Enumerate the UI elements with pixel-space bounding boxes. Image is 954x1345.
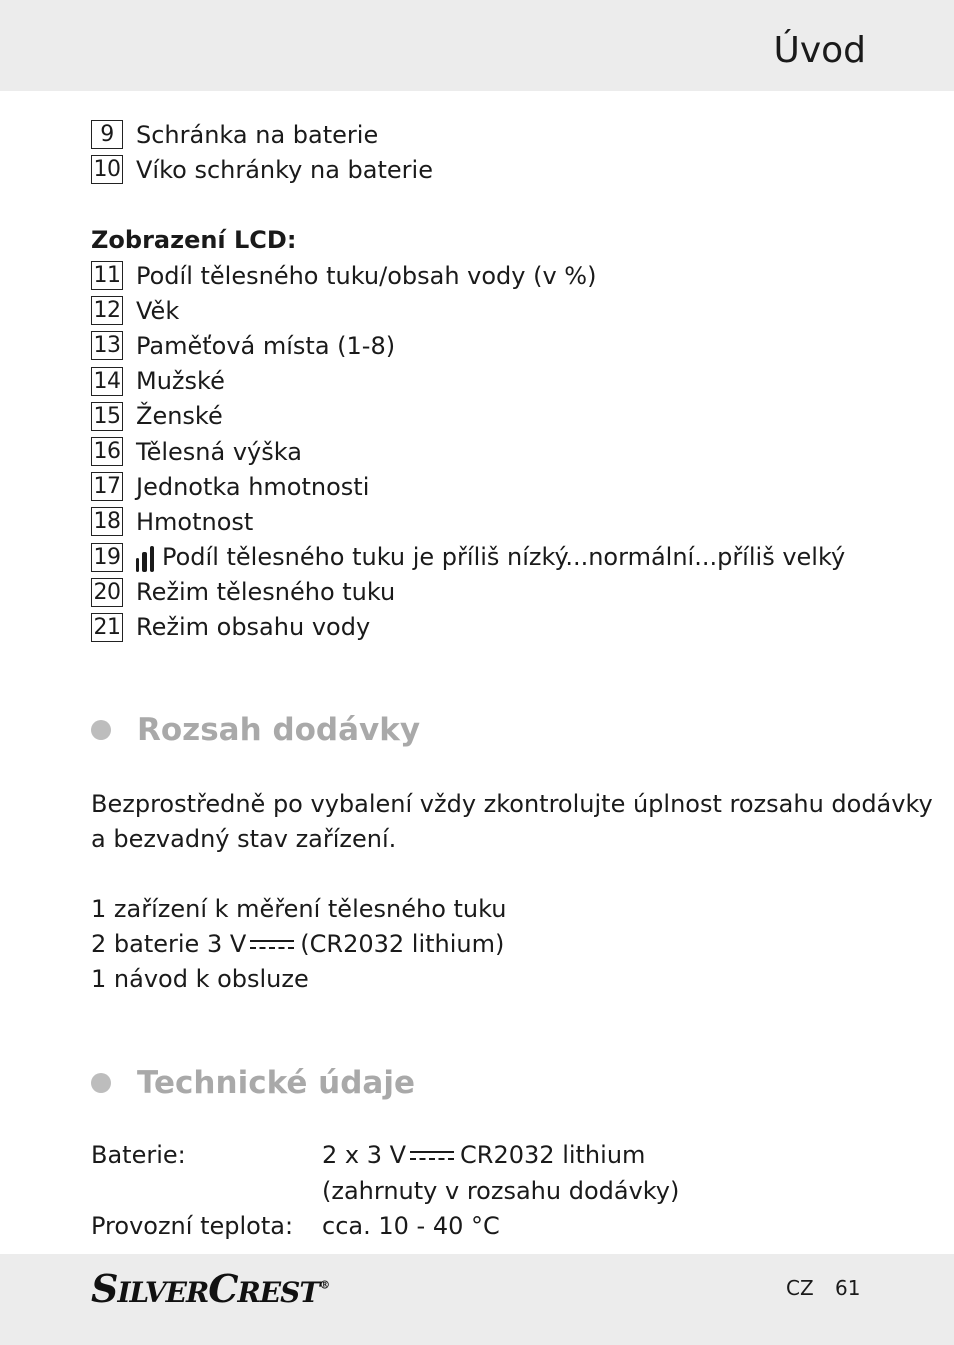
item-label: Režim tělesného tuku [136,578,396,607]
delivery-paragraph-line2: a bezvadný stav zařízení. [91,825,397,853]
delivery-heading [91,712,420,748]
page-number: 61 [835,1276,861,1300]
page-title: Úvod [773,30,866,71]
brand-logo: SILVERCREST® [91,1266,330,1311]
dc-symbol-icon [250,938,294,952]
temperature-value: cca. 10 - 40 °C [322,1212,500,1240]
list-item [91,364,845,399]
item-number-box: 20 [91,578,123,607]
delivery-item-2-suffix: (CR2032 lithium) [300,930,505,958]
delivery-heading-text: Rozsah dodávky [137,712,421,748]
item-number-box: 11 [91,261,123,290]
list-item [91,117,433,152]
item-label: Věk [136,296,180,325]
delivery-item-2-prefix: 2 baterie 3 V [91,930,247,958]
item-number-box: 14 [91,367,123,396]
item-number-box: 12 [91,296,123,325]
delivery-item-3: 1 návod k obsluze [91,965,309,993]
lcd-list [91,258,845,645]
item-label: Paměťová místa (1-8) [136,331,396,360]
list-item [91,434,845,469]
list-item [91,610,845,645]
item-label: Víko schránky na baterie [136,155,433,184]
page-footer [0,1254,954,1345]
parts-list [91,117,433,187]
battery-value-prefix: 2 x 3 V [322,1141,407,1169]
item-number-box: 9 [91,120,123,149]
temperature-label: Provozní teplota: [91,1212,294,1240]
item-number-box: 17 [91,472,123,501]
dc-symbol-icon [410,1149,454,1163]
delivery-item-2 [91,927,504,962]
item-number-box: 16 [91,437,123,466]
list-item [91,399,845,434]
battery-value-suffix: CR2032 lithium [460,1141,646,1169]
list-item [91,258,845,293]
battery-value [322,1141,645,1169]
technical-heading [91,1065,415,1101]
delivery-paragraph-line1: Bezprostředně po vybalení vždy zkontrolujte úplnost rozsahu dodávky [91,790,933,818]
list-item [91,540,845,575]
item-number-box: 10 [91,155,123,184]
item-label: Tělesná výška [136,437,302,466]
item-label: Jednotka hmotnosti [136,472,370,501]
bullet-icon [91,720,111,740]
item-label: Ženské [136,402,223,431]
item-number-box: 19 [91,543,123,572]
list-item [91,469,845,504]
list-item [91,504,845,539]
item-number-box: 21 [91,613,123,642]
lcd-section-title: Zobrazení LCD: [91,226,297,254]
body-fat-indicator-icon [136,542,154,572]
item-label: Hmotnost [136,507,254,536]
item-label: Schránka na baterie [136,120,379,149]
list-item [91,328,845,363]
page-header [0,0,954,91]
item-label: Podíl tělesného tuku/obsah vody (v %) [136,261,597,290]
delivery-item-1: 1 zařízení k měření tělesného tuku [91,895,507,923]
item-label: Režim obsahu vody [136,613,371,642]
item-label: Podíl tělesného tuku je příliš nízký...normální...příliš velký [162,543,846,572]
item-label: Mužské [136,367,225,396]
item-number-box: 15 [91,402,123,431]
item-number-box: 18 [91,507,123,536]
list-item [91,152,433,187]
battery-value-note: (zahrnuty v rozsahu dodávky) [322,1177,680,1205]
bullet-icon [91,1073,111,1093]
language-code: CZ [786,1276,814,1300]
list-item [91,575,845,610]
item-number-box: 13 [91,331,123,360]
technical-heading-text: Technické údaje [137,1065,416,1101]
battery-label: Baterie: [91,1141,186,1169]
list-item [91,293,845,328]
